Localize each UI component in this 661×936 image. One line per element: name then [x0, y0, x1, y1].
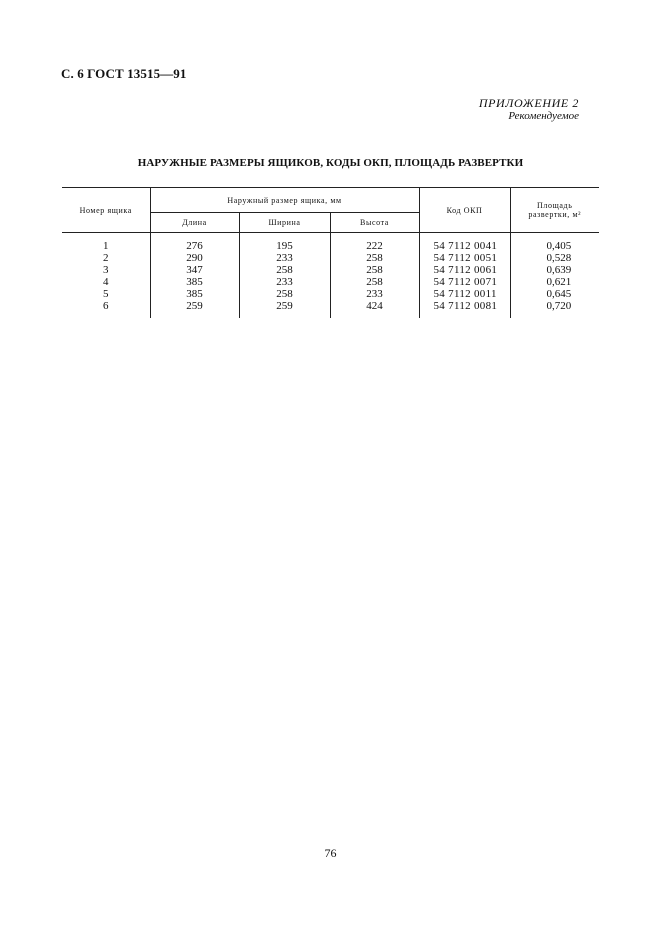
cell-width: 195 [239, 233, 330, 253]
header-length: Длина [150, 213, 239, 233]
cell-okp: 54 7112 0011 [419, 288, 510, 300]
cell-width: 233 [239, 252, 330, 264]
cell-width: 258 [239, 264, 330, 276]
table-row [62, 252, 599, 264]
table-row [62, 288, 599, 300]
cell-height: 424 [330, 300, 419, 318]
cell-height: 258 [330, 264, 419, 276]
cell-okp: 54 7112 0051 [419, 252, 510, 264]
cell-width: 259 [239, 300, 330, 318]
header-okp-code: Код ОКП [419, 188, 510, 233]
cell-number: 1 [103, 240, 109, 252]
cell-okp: 54 7112 0061 [419, 264, 510, 276]
cell-width: 233 [239, 276, 330, 288]
table-row [62, 264, 599, 276]
cell-width: 258 [239, 288, 330, 300]
cell-area: 0,405 [510, 233, 599, 253]
cell-area: 0,639 [510, 264, 599, 276]
document-header: С. 6 ГОСТ 13515—91 [61, 66, 187, 81]
header-box-number: Номер ящика [62, 188, 150, 233]
cell-length: 347 [150, 264, 239, 276]
cell-okp: 54 7112 0071 [419, 276, 510, 288]
table-row [62, 300, 599, 318]
cell-okp: 54 7112 0041 [419, 233, 510, 253]
header-outer-size: Наружный размер ящика, мм [150, 188, 419, 213]
appendix-status: Рекомендуемое [508, 110, 579, 122]
header-width: Ширина [239, 213, 330, 233]
appendix-label: ПРИЛОЖЕНИЕ 2 [478, 96, 579, 110]
cell-area: 0,528 [510, 252, 599, 264]
cell-number: 2 [103, 252, 109, 264]
appendix-block [479, 97, 579, 123]
cell-height: 222 [330, 233, 419, 253]
table-row [62, 233, 599, 253]
cell-number: 3 [103, 264, 109, 276]
cell-area: 0,645 [510, 288, 599, 300]
header-area-line1: Площадь [537, 201, 573, 210]
table-row [62, 276, 599, 288]
cell-number: 4 [103, 276, 109, 288]
header-area-line2: развертки, м² [528, 210, 582, 219]
cell-height: 233 [330, 288, 419, 300]
cell-number: 5 [103, 288, 109, 300]
cell-length: 276 [150, 233, 239, 253]
box-dimensions-table [62, 187, 599, 318]
page-number: 76 [324, 846, 337, 860]
header-height: Высота [330, 213, 419, 233]
cell-length: 385 [150, 288, 239, 300]
cell-length: 259 [150, 300, 239, 318]
cell-length: 290 [150, 252, 239, 264]
table-title: НАРУЖНЫЕ РАЗМЕРЫ ЯЩИКОВ, КОДЫ ОКП, ПЛОЩАДЬ РАЗВЕРТКИ [137, 157, 524, 169]
cell-area: 0,621 [510, 276, 599, 288]
header-area [510, 188, 599, 233]
cell-area: 0,720 [510, 300, 599, 318]
cell-height: 258 [330, 276, 419, 288]
cell-length: 385 [150, 276, 239, 288]
cell-number: 6 [103, 300, 109, 312]
cell-height: 258 [330, 252, 419, 264]
cell-okp: 54 7112 0081 [419, 300, 510, 318]
